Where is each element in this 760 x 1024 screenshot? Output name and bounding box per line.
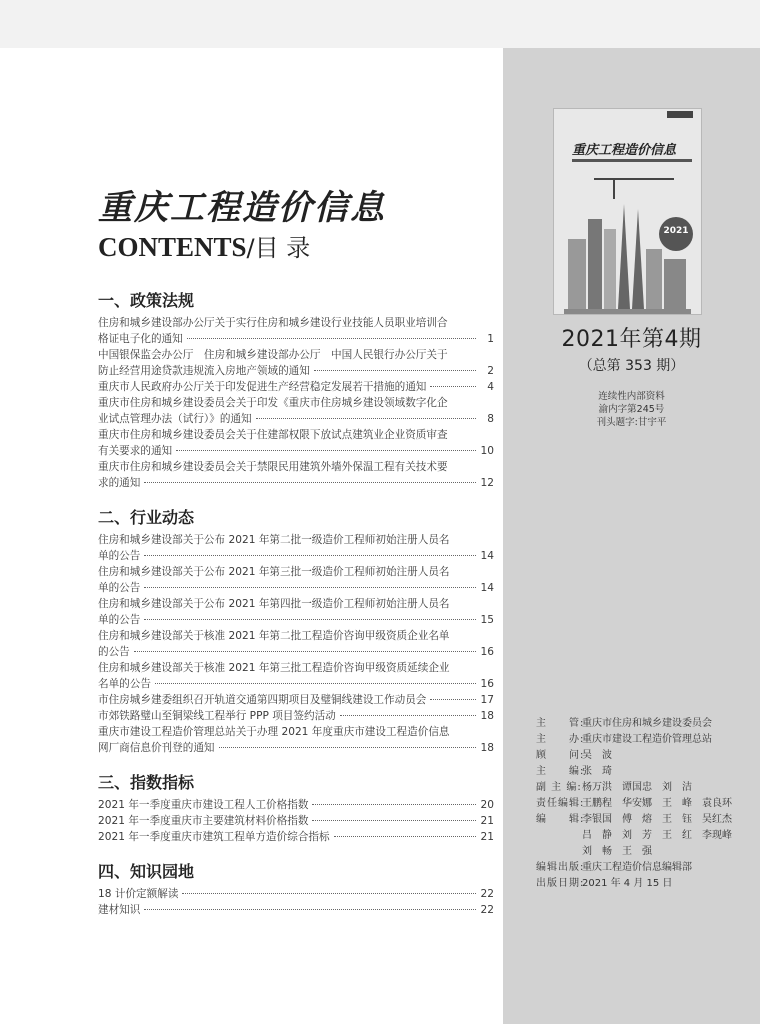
dot-leader <box>430 699 476 700</box>
entry-text: 单的公告 <box>98 582 141 594</box>
toc-section <box>98 505 494 756</box>
staff-value: 李银国 傅 熔 王 钰 吴红杰 吕 静 刘 芳 王 红 李现峰 刘 畅 王 强 <box>582 814 742 857</box>
toc-entry[interactable] <box>98 395 494 427</box>
staff-label: 主 办: <box>536 734 585 745</box>
staff-value: 杨万洪 谭国忠 刘 洁 <box>582 782 692 793</box>
page-number: 22 <box>480 888 494 900</box>
entry-text: 重庆市住房和城乡建设委员会关于印发《重庆市住房城乡建设领域数字化企 <box>98 397 448 409</box>
dot-leader <box>144 587 476 588</box>
toc-section <box>98 859 494 918</box>
page-number: 21 <box>480 831 494 843</box>
cover-thumbnail <box>553 108 702 315</box>
page-number: 10 <box>480 445 494 457</box>
entry-text: 市郊铁路璧山至铜梁线工程举行 PPP 项目签约活动 <box>98 710 336 722</box>
entry-text: 重庆市建设工程造价管理总站关于办理 2021 年度重庆市建设工程造价信息 <box>98 726 450 738</box>
cover-title: 重庆工程造价信息 <box>572 143 677 158</box>
staff-label: 编 辑: <box>536 814 585 825</box>
entry-text: 2021 年一季度重庆市主要建筑材料价格指数 <box>98 815 309 827</box>
dot-leader <box>144 555 476 556</box>
entry-text: 防止经营用途贷款违规流入房地产领域的通知 <box>98 365 310 377</box>
cover-year-badge: 2021 <box>659 217 693 251</box>
staff-label: 责任编辑: <box>536 798 585 809</box>
toc-entry[interactable] <box>98 459 494 491</box>
entry-text: 网厂商信息价刊登的通知 <box>98 742 215 754</box>
staff-row <box>536 764 751 780</box>
toc-entry[interactable] <box>98 532 494 564</box>
page-number: 18 <box>480 710 494 722</box>
entry-text: 求的通知 <box>98 477 141 489</box>
dot-leader <box>182 893 476 894</box>
staff-label: 编辑出版: <box>536 862 585 873</box>
entry-text: 名单的公告 <box>98 678 151 690</box>
dot-leader <box>155 683 476 684</box>
staff-row <box>536 796 751 812</box>
meta-line: 连续性内部资料 <box>598 391 665 402</box>
entry-text: 重庆市住房和城乡建设委员会关于禁限民用建筑外墙外保温工程有关技术要 <box>98 461 448 473</box>
entry-text: 单的公告 <box>98 550 141 562</box>
page-number: 14 <box>480 582 494 594</box>
entry-text: 住房和城乡建设部关于核准 2021 年第二批工程造价咨询甲级资质企业名单 <box>98 630 450 642</box>
page-number: 21 <box>480 815 494 827</box>
page-number: 16 <box>480 646 494 658</box>
dot-leader <box>312 820 476 821</box>
staff-row <box>536 732 751 748</box>
toc-entry[interactable] <box>98 692 494 708</box>
dot-leader <box>134 651 476 652</box>
staff-value: 吴 波 <box>582 750 612 761</box>
toc-entry[interactable] <box>98 708 494 724</box>
page-number: 18 <box>480 742 494 754</box>
toc-entry[interactable] <box>98 347 494 379</box>
staff-label: 副 主 编: <box>536 782 582 793</box>
dot-leader <box>144 909 476 910</box>
toc-entry[interactable] <box>98 427 494 459</box>
issue-info <box>503 322 760 375</box>
entry-text: 中国银保监会办公厅 住房和城乡建设部办公厅 中国人民银行办公厅关于 <box>98 349 448 361</box>
toc-entry[interactable] <box>98 628 494 660</box>
toc-entry[interactable] <box>98 724 494 756</box>
toc-section <box>98 288 494 491</box>
entry-text: 有关要求的通知 <box>98 445 173 457</box>
contents-zh: /目 录 <box>246 234 311 262</box>
dot-leader <box>312 804 476 805</box>
page-number: 17 <box>480 694 494 706</box>
meta-line: 刊头题字:甘宇平 <box>596 417 667 428</box>
staff-value: 王鹏程 华安娜 王 峰 袁良环 <box>582 798 732 809</box>
cover-skyline-illustration <box>554 109 701 314</box>
toc-entry[interactable] <box>98 813 494 829</box>
dot-leader <box>314 370 476 371</box>
section-title: 二、行业动态 <box>98 508 195 527</box>
page-number: 4 <box>487 381 494 393</box>
staff-row <box>536 860 751 876</box>
entry-text: 住房和城乡建设部关于公布 2021 年第二批一级造价工程师初始注册人员名 <box>98 534 450 546</box>
entry-text: 2021 年一季度重庆市建设工程人工价格指数 <box>98 799 309 811</box>
dot-leader <box>187 338 476 339</box>
page-number: 22 <box>480 904 494 916</box>
issue-number: 2021年第4期 <box>561 327 702 352</box>
entry-text: 住房和城乡建设部关于公布 2021 年第三批一级造价工程师初始注册人员名 <box>98 566 450 578</box>
staff-label: 出版日期: <box>536 878 585 889</box>
toc-entry[interactable] <box>98 902 494 918</box>
entry-text: 市住房城乡建委组织召开轨道交通第四期项目及璧铜线建设工作动员会 <box>98 694 427 706</box>
staff-value: 重庆工程造价信息编辑部 <box>582 862 692 873</box>
toc-entry[interactable] <box>98 797 494 813</box>
staff-label: 主 管: <box>536 718 585 729</box>
page-number: 14 <box>480 550 494 562</box>
dot-leader <box>256 418 476 419</box>
dot-leader <box>144 482 476 483</box>
toc-entry[interactable] <box>98 660 494 692</box>
section-title: 三、指数指标 <box>98 773 195 792</box>
section-title: 一、政策法规 <box>98 291 195 310</box>
toc-entry[interactable] <box>98 379 494 395</box>
entry-text: 的公告 <box>98 646 130 658</box>
entry-text: 格证电子化的通知 <box>98 333 183 345</box>
entry-text: 住房和城乡建设部关于核准 2021 年第三批工程造价咨询甲级资质延续企业 <box>98 662 450 674</box>
dot-leader <box>334 836 476 837</box>
issue-total: （总第 353 期） <box>578 358 685 374</box>
staff-row <box>536 748 751 764</box>
staff-value: 2021 年 4 月 15 日 <box>582 878 673 889</box>
section-title: 四、知识园地 <box>98 862 195 881</box>
staff-value: 重庆市住房和城乡建设委员会 <box>582 718 712 729</box>
staff-row <box>536 812 751 860</box>
dot-leader <box>430 386 476 387</box>
toc-entry[interactable] <box>98 596 494 628</box>
entry-text: 住房和城乡建设部办公厅关于实行住房和城乡建设行业技能人员职业培训合 <box>98 317 448 329</box>
editorial-staff <box>536 716 751 892</box>
page-number: 15 <box>480 614 494 626</box>
toc-entry[interactable] <box>98 564 494 596</box>
toc-entry[interactable] <box>98 829 494 845</box>
page-number: 1 <box>487 333 494 345</box>
staff-label: 主 编: <box>536 766 585 777</box>
top-strip <box>0 0 760 48</box>
dot-leader <box>144 619 476 620</box>
dot-leader <box>219 747 476 748</box>
toc-entry[interactable] <box>98 315 494 347</box>
contents-heading <box>98 228 310 263</box>
entry-text: 重庆市人民政府办公厅关于印发促进生产经营稳定发展若干措施的通知 <box>98 381 427 393</box>
page-number: 2 <box>487 365 494 377</box>
entry-text: 业试点管理办法（试行）》的通知 <box>98 413 252 425</box>
entry-text: 2021 年一季度重庆市建筑工程单方造价综合指标 <box>98 831 330 843</box>
table-of-contents <box>98 288 494 932</box>
staff-row <box>536 876 751 892</box>
staff-row <box>536 716 751 732</box>
page-number: 16 <box>480 678 494 690</box>
contents-en: CONTENTS <box>98 232 247 262</box>
page-number: 12 <box>480 477 494 489</box>
publication-meta <box>503 390 760 429</box>
toc-entry[interactable] <box>98 886 494 902</box>
staff-label: 顾 问: <box>536 750 585 761</box>
entry-text: 单的公告 <box>98 614 141 626</box>
meta-line: 渝内字第245号 <box>598 404 665 415</box>
dot-leader <box>340 715 476 716</box>
entry-text: 建材知识 <box>98 904 141 916</box>
entry-text: 重庆市住房和城乡建设委员会关于住建部权限下放试点建筑业企业资质审查 <box>98 429 448 441</box>
page-number: 20 <box>480 799 494 811</box>
staff-row <box>536 780 751 796</box>
staff-value: 重庆市建设工程造价管理总站 <box>582 734 712 745</box>
entry-text: 18 计价定额解读 <box>98 888 179 900</box>
brand-logo: 重庆工程造价信息 <box>98 188 386 228</box>
dot-leader <box>176 450 476 451</box>
page-number: 8 <box>487 413 494 425</box>
entry-text: 住房和城乡建设部关于公布 2021 年第四批一级造价工程师初始注册人员名 <box>98 598 450 610</box>
toc-section <box>98 770 494 845</box>
staff-value: 张 琦 <box>582 766 612 777</box>
